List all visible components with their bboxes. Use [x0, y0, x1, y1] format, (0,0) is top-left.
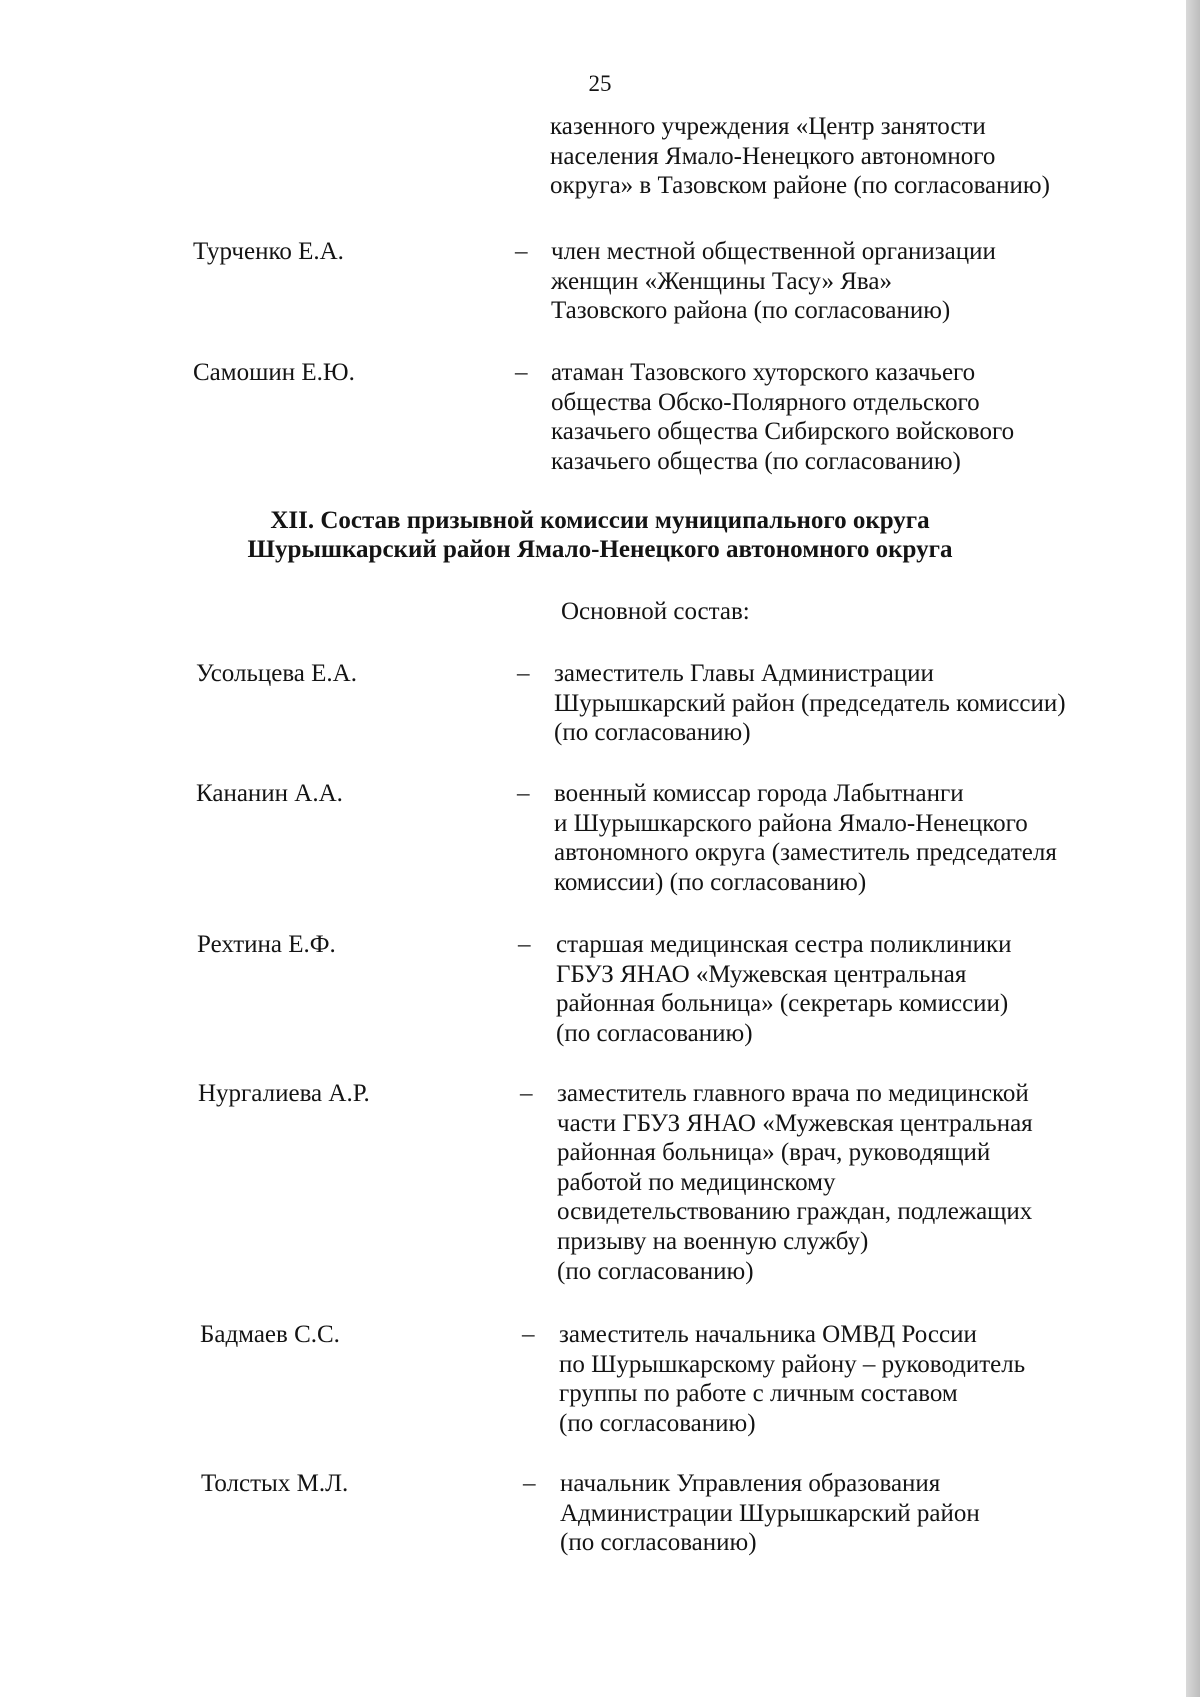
- member-dash: –: [522, 1321, 535, 1348]
- text-line: районная больница» (секретарь комиссии): [556, 990, 1009, 1018]
- member-dash: –: [517, 780, 530, 807]
- text-line: заместитель начальника ОМВД России: [559, 1321, 977, 1348]
- text-line: начальник Управления образования: [560, 1470, 941, 1497]
- member-name: Бадмаев С.С.: [200, 1321, 340, 1348]
- member-name: Рехтина Е.Ф.: [197, 931, 336, 958]
- text-line: призыву на военную службу): [557, 1227, 869, 1255]
- text-line: районная больница» (врач, руководящий: [557, 1139, 991, 1167]
- text-line: казачьего общества (по согласованию): [551, 447, 961, 475]
- text-line: старшая медицинская сестра поликлиники: [556, 931, 1012, 958]
- text-line: комиссии) (по согласованию): [554, 868, 867, 896]
- scan-edge-shadow: [1186, 0, 1200, 1697]
- text-line: освидетельствованию граждан, подлежащих: [557, 1198, 1033, 1226]
- text-line: заместитель Главы Администрации: [554, 660, 934, 687]
- text-line: населения Ямало-Ненецкого автономного: [550, 142, 996, 170]
- text-line: атаман Тазовского хуторского казачьего: [551, 359, 976, 386]
- member-position: [554, 659, 1164, 748]
- member-dash: –: [515, 238, 528, 265]
- member-position: [551, 358, 1161, 476]
- text-line: общества Обско-Полярного отдельского: [551, 388, 980, 416]
- text-line: Тазовского района (по согласованию): [551, 297, 951, 325]
- text-line: работой по медицинскому: [557, 1168, 836, 1196]
- member-dash: –: [518, 931, 531, 958]
- text-line: и Шурышкарского района Ямало-Ненецкого: [554, 809, 1028, 837]
- text-line: (по согласованию): [556, 1019, 753, 1047]
- member-position: [551, 237, 1161, 326]
- member-position: [554, 779, 1164, 897]
- member-position: [557, 1079, 1167, 1286]
- continuation-text: [550, 112, 1160, 201]
- member-position: [559, 1320, 1169, 1438]
- text-line: Администрации Шурышкарский район: [560, 1499, 980, 1527]
- member-dash: –: [515, 359, 528, 386]
- text-line: (по согласованию): [557, 1257, 754, 1285]
- member-name: Толстых М.Л.: [201, 1470, 349, 1497]
- text-line: по Шурышкарскому району – руководитель: [559, 1350, 1026, 1378]
- section-title-line: Шурышкарский район Ямало-Ненецкого автономного округа: [247, 536, 953, 563]
- text-line: Шурышкарский район (председатель комиссии): [554, 689, 1066, 717]
- text-line: ГБУЗ ЯНАО «Мужевская центральная: [556, 960, 967, 988]
- member-dash: –: [517, 660, 530, 687]
- text-line: женщин «Женщины Тасу» Ява»: [551, 267, 892, 295]
- text-line: казачьего общества Сибирского войскового: [551, 418, 1015, 446]
- text-line: (по согласованию): [560, 1529, 757, 1557]
- member-dash: –: [520, 1080, 533, 1107]
- member-name: Кананин А.А.: [196, 780, 343, 807]
- text-line: группы по работе с личным составом: [559, 1380, 958, 1408]
- text-line: автономного округа (заместитель председателя: [554, 839, 1057, 867]
- member-name: Самошин Е.Ю.: [193, 359, 355, 386]
- text-line: заместитель главного врача по медицинской: [557, 1080, 1029, 1107]
- member-dash: –: [523, 1470, 536, 1497]
- member-position: [556, 930, 1166, 1048]
- text-line: казенного учреждения «Центр занятости: [550, 113, 986, 140]
- section-title-line: XII. Состав призывной комиссии муниципального округа: [270, 507, 930, 534]
- text-line: военный комиссар города Лабытнанги: [554, 780, 964, 807]
- text-line: (по согласованию): [554, 719, 751, 747]
- text-line: член местной общественной организации: [551, 238, 996, 265]
- text-line: части ГБУЗ ЯНАО «Мужевская центральная: [557, 1109, 1033, 1137]
- member-name: Нургалиева А.Р.: [198, 1080, 370, 1107]
- page-number: 25: [588, 71, 612, 96]
- section-title: [0, 506, 1200, 564]
- text-line: (по согласованию): [559, 1409, 756, 1437]
- member-name: Турченко Е.А.: [193, 238, 344, 265]
- text-line: округа» в Тазовском районе (по согласованию): [550, 172, 1050, 200]
- member-name: Усольцева Е.А.: [196, 660, 357, 687]
- subheading-main-composition: Основной состав:: [561, 598, 750, 625]
- member-position: [560, 1469, 1170, 1558]
